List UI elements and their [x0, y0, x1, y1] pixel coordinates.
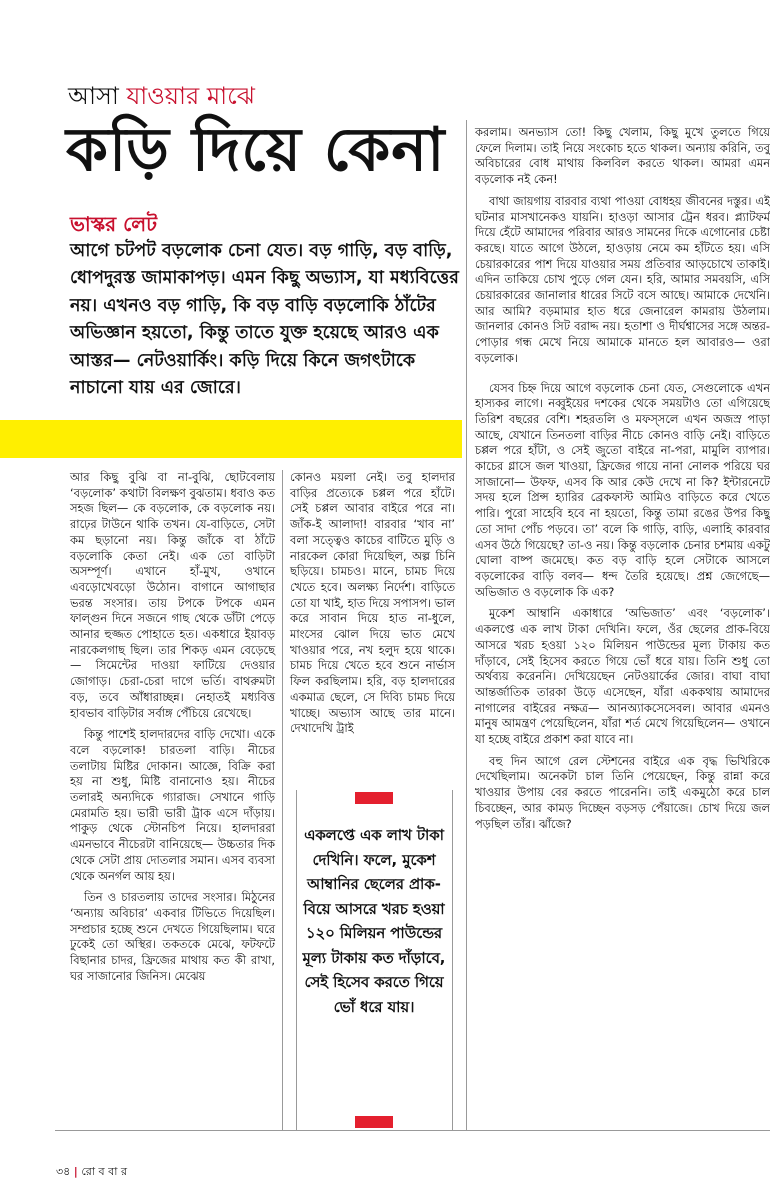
magazine-name: রো ব বা র [81, 1165, 128, 1178]
paragraph: কিন্তু পাশেই হালদারদের বাড়ি দেখো। একে বলে বড়লোক! চারতলা বাড়ি। নীচের তলাটায় মিষ্টির দোকান। আজ্ঞে, বিক্রি করা হয় না শুধু, মিষ্টি বানানোও হয়। নীচের তলারই অন্যদিকে গ্যারাজ। সেখানে গাড়ি মেরামতি হয়। ভারী ভারী ট্রাক এসে দাঁড়ায়। পাকুড় থেকে স্টোনচিপ নিয়ে। হালদাররা এমনভাবে নীচেরটা বানিয়েছে— উচ্চতার দিক থেকে সেটা প্রায় দোতলার সমান। এসব ব্যবসা থেকে অনর্গল আয় হয়। [70, 727, 275, 883]
footer-rule [55, 1130, 770, 1131]
page-folio [56, 1163, 127, 1182]
pullquote-text: একলপ্তে এক লাখ টাকা দেখিনি। ফলে, মুকেশ আম্বানির ছেলের প্রাক-বিয়ে আসরে খরচ হওয়া ১২০ মিলিয়ন পাউন্ডের মূল্য টাকায় কত দাঁড়াবে, সেই হিসেব করতে গিয়ে ভোঁ ধরে যায়। [302, 827, 446, 1016]
article-intro: আগে চটপট বড়লোক চেনা যেত। বড় গাড়ি, বড় বাড়ি, ধোপদুরস্ত জামাকাপড়। এমন কিছু অভ্যাস, যা মধ্যবিত্তের নয়। এখনও বড় গাড়ি, কি বড় বাড়ি বড়লোকি ঠাঁটের অভিজ্ঞান হয়তো, কিন্তু তাতে যুক্ত হয়েছে আরও এক আস্তর— নেটওয়ার্কিং। কড়ি দিয়ে কিনে জগৎটাকে নাচানো যায় এর জোরে। [70, 241, 459, 399]
body-column-3 [475, 125, 770, 838]
paragraph: কোনও ময়লা নেই। তবু হালদার বাড়ির প্রত্যেকে চপ্পল পরে হাঁটে। সেই চপ্পল আবার বাইরে পরে না। জাঁক-ই আলাদা! বারবার ‘খাব না’ বলা সত্ত্বেও কাচের বাটিতে মুড়ি ও নারকেল কোরা দিয়েছিল, অল্প চিনি ছড়িয়ে। চামচও। মানে, চামচ দিয়ে খেতে হবে। অলক্ষ্য নির্দেশ। বাড়িতে তো যা খাই, হাত দিয়ে সপাসপ। ভাল করে সাবান দিয়ে হাত না-ধুলে, মাংসের ঝোল দিয়ে ভাত মেখে খাওয়ার পরে, নখ হলুদ হয়ে থাকে। চামচ দিয়ে খেতে হবে শুনে নার্ভাস ফিল করছিলাম। হরি, বড় হালদারের একমাত্র ছেলে, সে দিব্যি চামচ দিয়ে খাচ্ছে। অভ্যাস আছে তার মানে। দেখাদেখি ট্রাই [290, 470, 455, 736]
column-divider [466, 120, 467, 1130]
author-byline: ভাস্কর লেট [70, 212, 157, 236]
pullquote-bottom-bar [355, 1116, 393, 1128]
column-divider [282, 470, 283, 1130]
paragraph: করলাম। অনভ্যাস তো! কিছু খেলাম, কিছু মুখে তুলতে গিয়ে ফেলে দিলাম। তাই নিয়ে সংকোচ হতে থাকল। অন্যায় করিনি, তবু অবিচারের বোধ মাথায় কিলবিল করতে থাকল। আমরা এমন বড়লোক নই কেন! [475, 125, 770, 187]
paragraph: তিন ও চারতলায় তাদের সংসার। মিঠুনের ‘অন্যায় অবিচার’ একবার টিভিতে দিয়েছিল। সম্প্রচার হচ্ছে শুনে দেখতে গিয়েছিলাম। ঘরে ঢুকেই তো অস্থির। তকতকে মেঝে, ফটফটে বিছানার চাদর, ফ্রিজের মাথায় কত কী রাখা, ঘর সাজানোর জিনিস। মেঝেয় [70, 890, 275, 983]
kicker-part1: আসা [68, 82, 127, 110]
paragraph: যেসব চিহ্ন দিয়ে আগে বড়লোক চেনা যেত, সেগুলোকে এখন হাস্যকর লাগে। নব্বুইয়ের দশকের থেকে সময়টাও তো এগিয়েছে তিরিশ বছরের বেশি। শহরতলি ও মফস্সলে এখন অজস্র পাড়া আছে, যেখানে তিনতলা বাড়ির নীচে কোনও বাড়ি নেই। বাড়িতে চপ্পল পরে হাঁটা, ও সেই জুতো বাইরে না-পরা, মামুলি ব্যাপার। কাচের গ্লাসে জল খাওয়া, ফ্রিজের গায়ে নানা নোলক পরিয়ে ঘর সাজানো— উফফ, এসব কি আর কেউ দেখে না কি? ইন্টারনেটে সদয় হলে প্রিন্স হ্যারির ব্রেকফাস্ট আমিও বাড়িতে করে খেতে পারি। পুরো সাহেবি হবে না হয়তো, কিন্তু তামা রঙের উপর কিছু তো সাদা পোঁচ পড়বে। তা’ বলে কি গাড়ি, বাড়ি, এলাহি কারবার এসব উঠে গিয়েছে? তা-ও নয়। কিন্তু বড়লোক চেনার চশমায় একটু ঘোলা বাষ্প জমেছে। কত বড় বাড়ি হলে সেটাকে আসলে বড়লোকের বাড়ি বলব— ধন্দ তৈরি হয়েছে। প্রশ্ন জেগেছে— অভিজাত ও বড়লোক কি এক? [475, 380, 770, 599]
section-kicker [68, 78, 255, 118]
yellow-accent-bar [0, 420, 462, 458]
article-headline: কড়ি দিয়ে কেনা [66, 115, 446, 185]
body-column-1 [70, 470, 275, 991]
folio-separator: | [73, 1165, 78, 1178]
paragraph: আর কিছু বুঝি বা না-বুঝি, ছোটবেলায় ‘বড়লোক’ কথাটা বিলক্ষণ বুঝতাম। ধবাও কত সহজ ছিল— কে বড়লোক, কে বড়লোক নয়। রাঢ়ের টাউনে থাকি তখন। যে-বাড়িতে, সেটা কম ছড়ানো নয়। কিন্তু জাঁকে বা ঠাঁটে বড়লোকি কেতা নেই। এক তো বাড়িটা অসম্পূর্ণ। এখানে হাঁ-মুখ, ওখানে এবড়োখেবড়ো উঠোন। বাগানে আগাছার ভরন্ত সংসার। তায় টপকে টপকে এমন ফাল্গুন দিনে সজনে গাছ থেকে ডাঁটা পেড়ে আনার হুজ্জত পোহাতে হত। একধারে ইয়াবড় নারকেলগাছ ছিল। তার শিকড় এমন বেড়েছে— সিমেন্টের দাওয়া ফাটিয়ে দেওয়ার জোগাড়। চেরা-চেরা দাগে ভর্তি। বাথরুমটা বড়, তবে আঁধারাচ্ছন্ন। নেহাতই মধ্যবিত্ত হাবভাব বাড়িটার সর্বাঙ্গ পেঁচিয়ে রেখেছে। [70, 470, 275, 720]
page-number: ৩৪ [56, 1165, 71, 1178]
kicker-part2: যাওয়ার মাঝে [126, 82, 255, 110]
body-column-2 [290, 470, 455, 743]
paragraph: বাথা জায়গায় বারবার ব্যথা পাওয়া বোধহয় জীবনের দস্তুর। এই ঘটনার মাসখানেকও যায়নি। হাওড়া আসার ট্রেন ধরব। প্ল্যাটফর্ম দিয়ে হেঁটে আমাদের পরিবার আরও সামনের দিকে এগোনোর চেষ্টা করছে। যাতে আগে উঠলে, হাওড়ায় নেমে কম হাঁটতে হয়। এসি চেয়ারকারের পাশ দিয়ে যাওয়ার সময় প্রতিবার আড়চোখে তাকাই। এদিন তাকিয়ে চোখ পুড়ে গেল যেন। হরি, আমার সমবয়সি, এসি চেয়ারকারের জানালার ধারের সিটে বসে আছে। আমাকে দেখেনি। আর আমি? বড়মামার হাত ধরে জেনারেল কামরায় উঠলাম। জানলার কোনও সিট বরাদ্দ নয়। হতাশা ও দীর্ঘশ্বাসের সঙ্গে অন্তর-পোড়ার গন্ধ মেখে নিয়ে আমাকে মানতে হল আবারও— ওরা বড়লোক। [475, 193, 770, 365]
paragraph: বহু দিন আগে রেল স্টেশনের বাইরে এক বৃদ্ধ ভিখিরিকে দেখেছিলাম। অনেকটা চাল তিনি পেয়েছেন, কিন্তু রান্না করে খাওয়ার উপায় বের করতে পারেননি। তাই একমুঠো করে চাল চিবচ্ছেন, আর কামড় দিচ্ছেন বড়সড় পেঁয়াজে। চোখ দিয়ে জল পড়ছিল তাঁর। ঝাঁজে? [475, 753, 770, 831]
pullquote-top-bar [355, 792, 393, 804]
paragraph: মুকেশ আম্বানি একাধারে ‘অভিজাত’ এবং ‘বড়লোক’। একলপ্তে এক লাখ টাকা দেখিনি। ফলে, ওঁর ছেলের প্রাক-বিয়ে আসরে খরচ হওয়া ১২০ মিলিয়ন পাউন্ডের মূল্য টাকায় কত দাঁড়াবে, সেই হিসেব করতে গিয়ে ভোঁ ধরে যায়। তিনি শুধু তো অর্থব্যয় করেননি। দেখিয়েছেন নেটওয়ার্কের জোর। বাঘা বাঘা আন্তর্জাতিক তারকা উড়ে এসেছেন, যাঁরা এককথায় আমাদের নাগালের বাইরের নক্ষত্র— আনঅ্যাকসেসেবল। আবার এমনও মানুষ আমন্ত্রণ পেয়েছিলেন, যাঁরা শর্ত মেখে গিয়েছিলেন— ওখানে যা হচ্ছে বাইরে প্রকাশ করা যাবে না। [475, 606, 770, 747]
